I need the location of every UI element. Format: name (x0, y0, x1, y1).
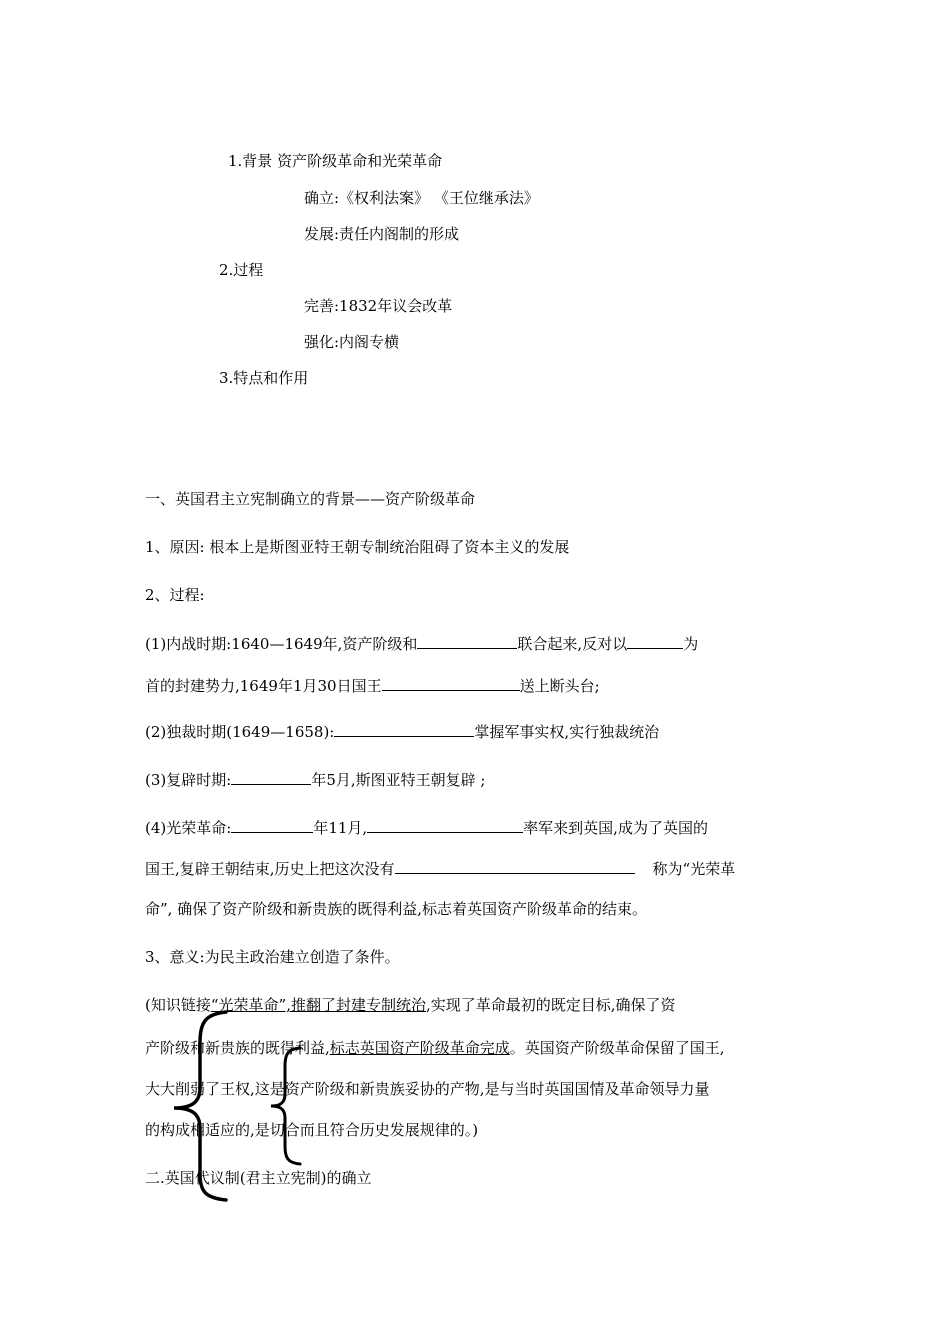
text: 。英国资产阶级革命保留了国王, (509, 1039, 725, 1057)
outline-item-process: 2.过程 (219, 261, 264, 279)
text: 掌握军事实权,实行独裁统治 (474, 723, 660, 741)
underlined-text: “光荣革命”,推翻了封建专制统治 (210, 996, 426, 1014)
text: (知识链接 (145, 996, 211, 1014)
underlined-text: 标志英国资产阶级革命完成 (329, 1039, 510, 1057)
large-brace-icon (170, 1010, 230, 1200)
paragraph-restoration (145, 769, 485, 790)
blank-field[interactable] (231, 817, 313, 833)
text: (2)独裁时期(1649—1658): (145, 723, 335, 741)
text: 联合起来,反对以 (517, 635, 628, 653)
text: 率军来到英国,成为了英国的 (523, 819, 708, 837)
knowledge-link-line-4: 的构成相适应的,是切合而且符合历史发展规律的。) (145, 1121, 479, 1139)
text: 送上断头台; (519, 677, 600, 695)
section1-process-label: 2、过程: (145, 586, 205, 604)
outline-item-features: 3.特点和作用 (219, 369, 309, 387)
blank-field[interactable] (417, 633, 517, 649)
text: (4)光荣革命: (145, 819, 232, 837)
paragraph-glorious-revolution-cont (145, 858, 735, 879)
section1-heading: 一、英国君主立宪制确立的背景——资产阶级革命 (145, 490, 476, 508)
text: (1)内战时期:1640—1649年,资产阶级和 (145, 635, 418, 653)
blank-field[interactable] (395, 858, 635, 874)
text: 国王,复辟王朝结束,历史上把这次没有 (145, 860, 395, 878)
text: 产阶级和新贵族的既得利益, (145, 1039, 330, 1057)
text: 年5月,斯图亚特王朝复辟 ; (311, 771, 486, 789)
outline-item-background: 1.背景 资产阶级革命和光荣革命 (228, 152, 443, 170)
paragraph-glorious-revolution (145, 817, 708, 838)
paragraph-dictatorship (145, 721, 659, 742)
small-brace-icon (268, 1046, 304, 1166)
blank-field[interactable] (334, 721, 474, 737)
knowledge-link-line-2 (145, 1038, 725, 1058)
outline-strengthen: 强化:内阁专横 (304, 333, 400, 351)
blank-field[interactable] (382, 675, 520, 691)
knowledge-link-line-3: 大大削弱了王权,这是资产阶级和新贵族妥协的产物,是与当时英国国情及革命领导力量 (145, 1080, 710, 1098)
text: 首的封建势力,1649年1月30日国王 (145, 677, 382, 695)
outline-confirm: 确立:《权利法案》 《王位继承法》 (304, 189, 539, 207)
outline-develop: 发展:责任内阁制的形成 (304, 225, 460, 243)
paragraph-glorious-revolution-end: 命”, 确保了资产阶级和新贵族的既得利益,标志着英国资产阶级革命的结束。 (145, 900, 647, 918)
section1-meaning: 3、意义:为民主政治建立创造了条件。 (145, 948, 400, 966)
paragraph-civil-war-cont (145, 675, 600, 696)
text: ,实现了革命最初的既定目标,确保了资 (425, 996, 676, 1014)
text: 称为“光荣革 (652, 860, 736, 878)
text: 为 (683, 635, 699, 653)
outline-perfect: 完善:1832年议会改革 (304, 297, 453, 315)
text: (3)复辟时期: (145, 771, 232, 789)
blank-field[interactable] (231, 769, 311, 785)
section2-heading: 二.英国代议制(君主立宪制)的确立 (145, 1169, 372, 1187)
section1-cause: 1、原因: 根本上是斯图亚特王朝专制统治阻碍了资本主义的发展 (145, 538, 570, 556)
paragraph-civil-war (145, 633, 698, 654)
blank-field[interactable] (627, 633, 683, 649)
blank-field[interactable] (367, 817, 523, 833)
text: 年11月, (313, 819, 368, 837)
